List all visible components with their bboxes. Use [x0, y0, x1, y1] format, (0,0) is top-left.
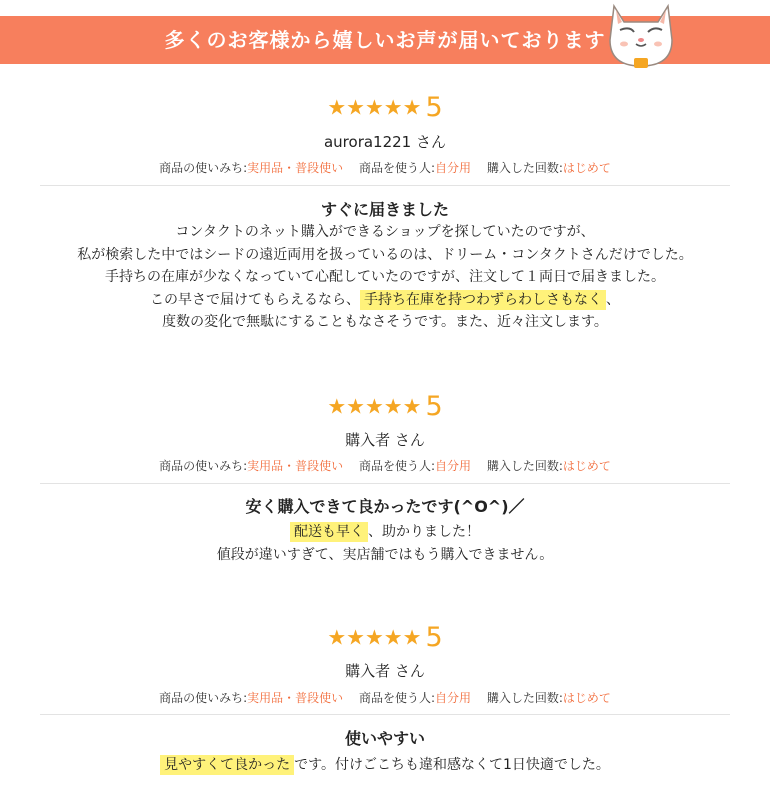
body-text: この早さで届けてもらえるなら、: [150, 291, 360, 308]
usage-label: 商品の使いみち:: [159, 161, 248, 175]
rating-score: 5: [425, 621, 443, 653]
review-headline: すぐに届きました: [320, 200, 449, 219]
reviewer-name: 購入者 さん: [345, 431, 425, 449]
review-meta: [0, 457, 770, 474]
cat-mascot-icon: [600, 0, 682, 70]
user-label: 商品を使う人:: [358, 691, 436, 705]
body-text: 、: [606, 291, 620, 308]
count-label: 購入した回数:: [486, 459, 563, 473]
usage-value: 実用品・普段使い: [247, 459, 344, 473]
review-body-line: [0, 521, 770, 544]
rating-score: 5: [425, 91, 443, 123]
review-meta: [0, 159, 770, 176]
user-label: 商品を使う人:: [358, 161, 436, 175]
usage-value: 実用品・普段使い: [247, 161, 344, 175]
highlighted-text: 見やすくて良かった: [160, 755, 294, 775]
rating: [0, 622, 770, 652]
user-value: 自分用: [435, 161, 472, 175]
highlighted-text: 手持ち在庫を持つわずらわしさもなく: [360, 290, 606, 310]
review-body-line: コンタクトのネット購入ができるショップを探していたのですが、: [175, 224, 595, 240]
usage-label: 商品の使いみち:: [159, 459, 248, 473]
review-body-line: [0, 754, 770, 777]
star-rating-icon: ★★★★★: [327, 95, 422, 120]
review-headline: 安く購入できて良かったです(^O^)／: [245, 497, 525, 516]
count-value: はじめて: [562, 691, 611, 705]
review-body-line: 値段が違いすぎて、実店舗ではもう購入できません。: [216, 546, 554, 563]
count-label: 購入した回数:: [486, 161, 563, 175]
divider: [40, 185, 730, 186]
divider: [40, 714, 730, 715]
usage-label: 商品の使いみち:: [159, 691, 248, 705]
highlighted-text: 配送も早く: [290, 522, 368, 542]
review-body-line: 度数の変化で無駄にすることもなさそうです。また、近々注文します。: [162, 314, 608, 331]
star-rating-icon: ★★★★★: [327, 625, 422, 650]
review-body-line: 手持ちの在庫が少なくなっていて心配していたのですが、注文して１両日で届きました。: [105, 269, 665, 286]
user-label: 商品を使う人:: [358, 459, 436, 473]
review-headline: 使いやすい: [344, 729, 425, 748]
usage-value: 実用品・普段使い: [247, 691, 344, 705]
count-value: はじめて: [562, 161, 611, 175]
review-body: [0, 521, 770, 566]
user-value: 自分用: [435, 459, 472, 473]
review-body: [0, 221, 770, 334]
user-value: 自分用: [435, 691, 472, 705]
banner-title: 多くのお客様から嬉しいお声が届いております: [164, 28, 606, 52]
body-text: 、助かりました！: [368, 524, 480, 540]
review-body: [0, 754, 770, 777]
reviewer-name: aurora1221 さん: [323, 133, 446, 151]
divider: [40, 483, 730, 484]
rating-score: 5: [425, 390, 443, 422]
review-body-line: 私が検索した中ではシードの遠近両用を扱っているのは、ドリーム・コンタクトさんだけでした。: [77, 246, 693, 263]
rating: [0, 92, 770, 122]
body-text: です。付けごこちも違和感なくて1日快適でした。: [294, 757, 610, 773]
star-rating-icon: ★★★★★: [327, 394, 422, 419]
rating: [0, 391, 770, 421]
review-meta: [0, 689, 770, 706]
review-body-line: [0, 289, 770, 312]
reviewer-name: 購入者 さん: [345, 662, 425, 680]
count-label: 購入した回数:: [486, 691, 563, 705]
count-value: はじめて: [562, 459, 611, 473]
